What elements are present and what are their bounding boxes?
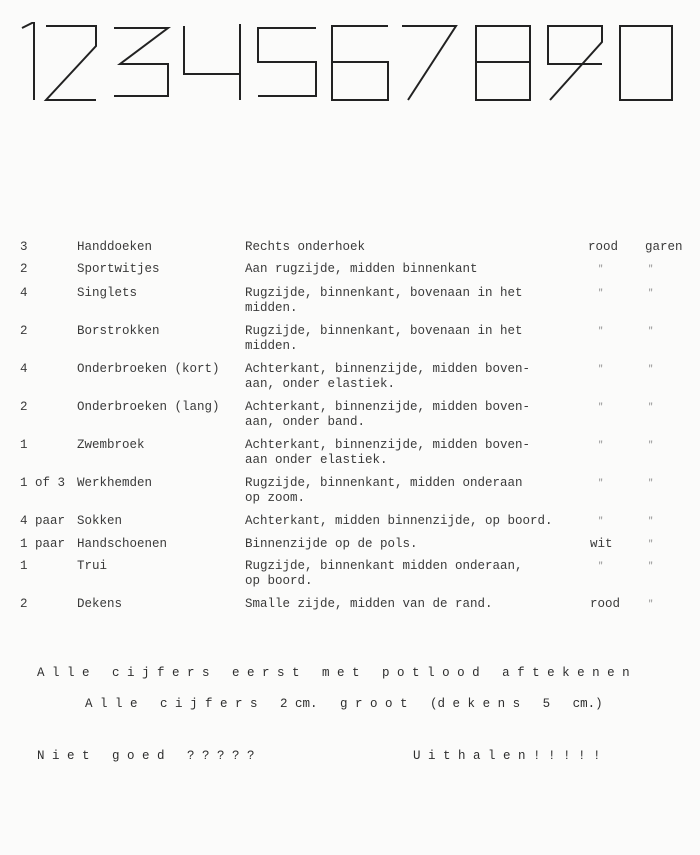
item-name: Sportwitjes: [77, 262, 160, 276]
item-name: Zwembroek: [77, 438, 145, 452]
item-name: Singlets: [77, 286, 138, 300]
quantity: 2: [20, 262, 28, 276]
item-name: Sokken: [77, 514, 123, 528]
label-location: Achterkant, binnenzijde, midden boven- aan, onder band.: [245, 400, 531, 429]
item-name: Trui: [77, 559, 108, 573]
ditto-mark: ": [598, 402, 604, 412]
ditto-mark: ": [598, 561, 604, 571]
item-name: Dekens: [77, 597, 123, 611]
item-name: Onderbroeken (lang): [77, 400, 220, 414]
quantity: 1 of 3: [20, 476, 66, 490]
label-location: Smalle zijde, midden van de rand.: [245, 597, 493, 611]
label-location: Achterkant, midden binnenzijde, op boord.: [245, 514, 553, 528]
ditto-mark: ": [648, 364, 654, 374]
quantity: 2: [20, 597, 28, 611]
item-name: Werkhemden: [77, 476, 153, 490]
label-location: Achterkant, binnenzijde, midden boven- aan, onder elastiek.: [245, 362, 531, 391]
ditto-mark: ": [648, 539, 654, 549]
label-location: Binnenzijde op de pols.: [245, 537, 418, 551]
note-remove: U i t h a l e n ! ! ! ! !: [413, 749, 601, 763]
ditto-mark: ": [598, 326, 604, 336]
label-location: Rugzijde, binnenkant, midden onderaan op zoom.: [245, 476, 523, 505]
label-location: Rugzijde, binnenkant, bovenaan in het midden.: [245, 286, 523, 315]
label-location: Achterkant, binnenzijde, midden boven- aan onder elastiek.: [245, 438, 531, 467]
quantity: 2: [20, 400, 28, 414]
instruction-line-1: A l l e c i j f e r s e e r s t m e t p o t l o o d a f t e k e n e n: [37, 666, 630, 680]
ditto-mark: ": [598, 364, 604, 374]
quantity: 1: [20, 559, 28, 573]
instruction-line-2: A l l e c i j f e r s 2 cm. g r o o t (d e k e n s 5 cm.): [85, 697, 603, 711]
thread-colour: rood: [590, 597, 621, 611]
item-name: Onderbroeken (kort): [77, 362, 220, 376]
quantity: 4: [20, 286, 28, 300]
label-location: Rechts onderhoek: [245, 240, 366, 254]
quantity: 1 paar: [20, 537, 66, 551]
note-not-good: N i e t g o e d ? ? ? ? ?: [37, 749, 255, 763]
quantity: 4: [20, 362, 28, 376]
ditto-mark: ": [598, 440, 604, 450]
ditto-mark: ": [598, 478, 604, 488]
quantity: 4 paar: [20, 514, 66, 528]
ditto-mark: ": [648, 561, 654, 571]
ditto-mark: ": [648, 326, 654, 336]
quantity: 1: [20, 438, 28, 452]
thread-colour: wit: [590, 537, 613, 551]
item-name: Handschoenen: [77, 537, 168, 551]
thread-type: garen: [645, 240, 683, 254]
ditto-mark: ": [648, 288, 654, 298]
quantity: 2: [20, 324, 28, 338]
ditto-mark: ": [648, 402, 654, 412]
item-name: Borstrokken: [77, 324, 160, 338]
ditto-mark: ": [598, 288, 604, 298]
ditto-mark: ": [648, 478, 654, 488]
ditto-mark: ": [648, 599, 654, 609]
item-name: Handdoeken: [77, 240, 153, 254]
label-location: Rugzijde, binnenkant midden onderaan, op boord.: [245, 559, 523, 588]
label-location: Aan rugzijde, midden binnenkant: [245, 262, 478, 276]
ditto-mark: ": [598, 516, 604, 526]
label-location: Rugzijde, binnenkant, bovenaan in het midden.: [245, 324, 523, 353]
ditto-mark: ": [648, 516, 654, 526]
ditto-mark: ": [648, 264, 654, 274]
ditto-mark: ": [648, 440, 654, 450]
thread-colour: rood: [588, 240, 619, 254]
ditto-mark: ": [598, 264, 604, 274]
quantity: 3: [20, 240, 28, 254]
